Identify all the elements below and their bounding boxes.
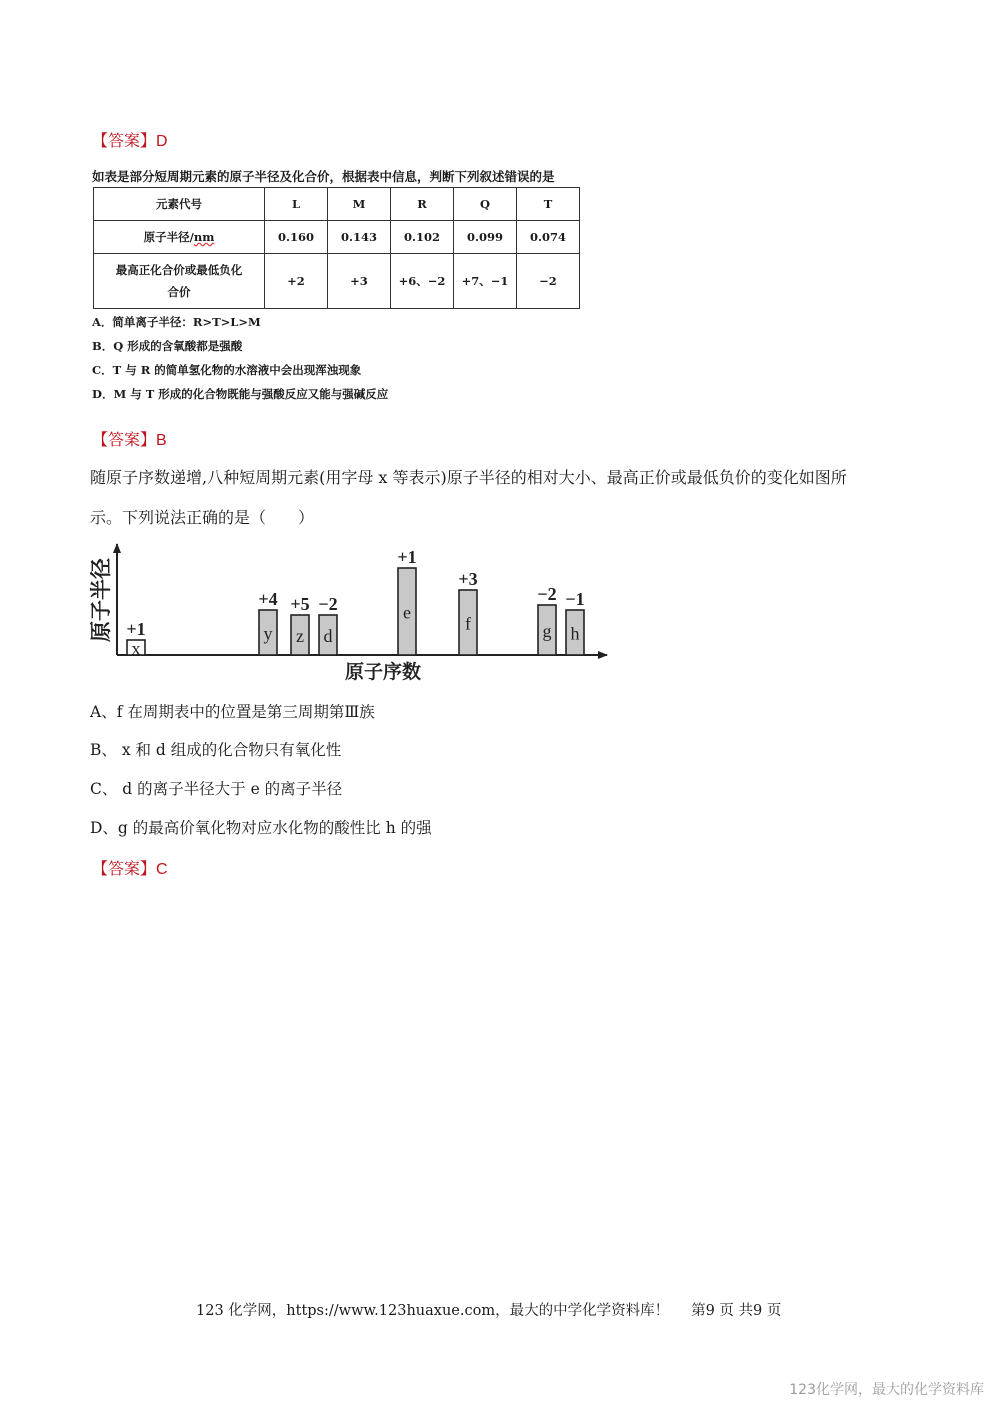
valence-label-g: −2 — [537, 584, 557, 604]
question-3-option-b: B、 x 和 d 组成的化合物只有氧化性 — [90, 741, 342, 759]
question-3-option-a: A、f 在周期表中的位置是第三周期第Ⅲ族 — [90, 703, 375, 721]
answer-label: 【答案】 — [92, 131, 157, 150]
valence-label-line1: 最高正化合价或最低负化 — [115, 263, 243, 277]
bar-label-x: x — [131, 638, 141, 659]
table-cell: +3 — [328, 254, 391, 309]
radius-label-unit: nm — [193, 230, 215, 244]
valence-label-e: +1 — [397, 547, 417, 567]
bar-label-d: d — [323, 626, 333, 646]
answer-value: C — [156, 861, 168, 878]
table-cell: 0.102 — [391, 221, 454, 254]
y-axis-label: 原子半径 — [89, 558, 113, 642]
page-number: 第9 页 共9 页 — [691, 1303, 782, 1319]
footer — [196, 1299, 781, 1320]
table-cell: 0.099 — [454, 221, 517, 254]
valence-label-h: −1 — [565, 589, 585, 609]
answer-1 — [92, 128, 168, 151]
valence-label-x: +1 — [126, 619, 146, 639]
table-header-cell: T — [517, 188, 580, 221]
table-header-row — [94, 188, 580, 221]
table-header-cell: R — [391, 188, 454, 221]
question-2-option-b: B．Q 形成的含氧酸都是强酸 — [92, 339, 243, 353]
question-3-line1: 随原子序数递增,八种短周期元素(用字母 x 等表示)原子半径的相对大小、最高正价或最低负价的变化如图所 — [90, 468, 847, 487]
element-table — [93, 187, 580, 309]
radius-label-text: 原子半径/ — [143, 230, 194, 244]
bar-label-e: e — [403, 602, 411, 623]
answer-label: 【答案】 — [92, 430, 157, 449]
bars-group — [126, 547, 584, 659]
x-axis-label: 原子序数 — [344, 662, 422, 683]
bar-label-z: z — [296, 626, 304, 646]
table-header-cell: M — [328, 188, 391, 221]
row-label-valence — [94, 254, 265, 309]
question-2-option-d: D．M 与 T 形成的化合物既能与强酸反应又能与强碱反应 — [92, 387, 389, 401]
question-2-option-c: C．T 与 R 的简单氢化物的水溶液中会出现浑浊现象 — [92, 363, 362, 377]
valence-label-d: −2 — [318, 594, 338, 614]
answer-value: B — [156, 432, 167, 449]
table-cell: 0.074 — [517, 221, 580, 254]
row-label-radius — [94, 221, 265, 254]
table-row-radius — [94, 221, 580, 254]
table-cell: −2 — [517, 254, 580, 309]
table-header-cell: Q — [454, 188, 517, 221]
table-row-valence — [94, 254, 580, 309]
watermark: 123化学网，最大的化学资料库 — [789, 1382, 984, 1398]
bar-label-h: h — [570, 623, 580, 644]
table-header-cell: L — [265, 188, 328, 221]
question-3-option-c: C、 d 的离子半径大于 e 的离子半径 — [90, 780, 343, 798]
question-2-option-a: A．简单离子半径：R>T>L>M — [92, 315, 261, 329]
table-cell: +2 — [265, 254, 328, 309]
table-cell: 0.160 — [265, 221, 328, 254]
bar-label-f: f — [465, 613, 471, 634]
answer-2 — [92, 427, 167, 450]
valence-label-f: +3 — [458, 569, 478, 589]
question-3-line2: 示。下列说法正确的是（ ） — [90, 508, 315, 527]
bar-label-y: y — [263, 623, 273, 644]
answer-label: 【答案】 — [92, 859, 157, 878]
table-cell: 0.143 — [328, 221, 391, 254]
footer-text: 123 化学网，https://www.123huaxue.com，最大的中学化学资料库！ — [196, 1303, 670, 1319]
bar-label-g: g — [542, 621, 552, 641]
table-header-cell: 元素代号 — [94, 188, 265, 221]
question-3-option-d: D、g 的最高价氧化物对应水化物的酸性比 h 的强 — [90, 819, 432, 837]
question-2-intro: 如表是部分短周期元素的原子半径及化合价，根据表中信息，判断下列叙述错误的是 — [92, 169, 555, 184]
valence-label-line2: 合价 — [167, 285, 191, 299]
atomic-radius-chart — [85, 538, 615, 688]
valence-label-z: +5 — [290, 594, 310, 614]
answer-value: D — [156, 133, 168, 150]
valence-label-y: +4 — [258, 589, 278, 609]
table-cell: +7、−1 — [454, 254, 517, 309]
answer-3 — [92, 856, 168, 879]
table-cell: +6、−2 — [391, 254, 454, 309]
